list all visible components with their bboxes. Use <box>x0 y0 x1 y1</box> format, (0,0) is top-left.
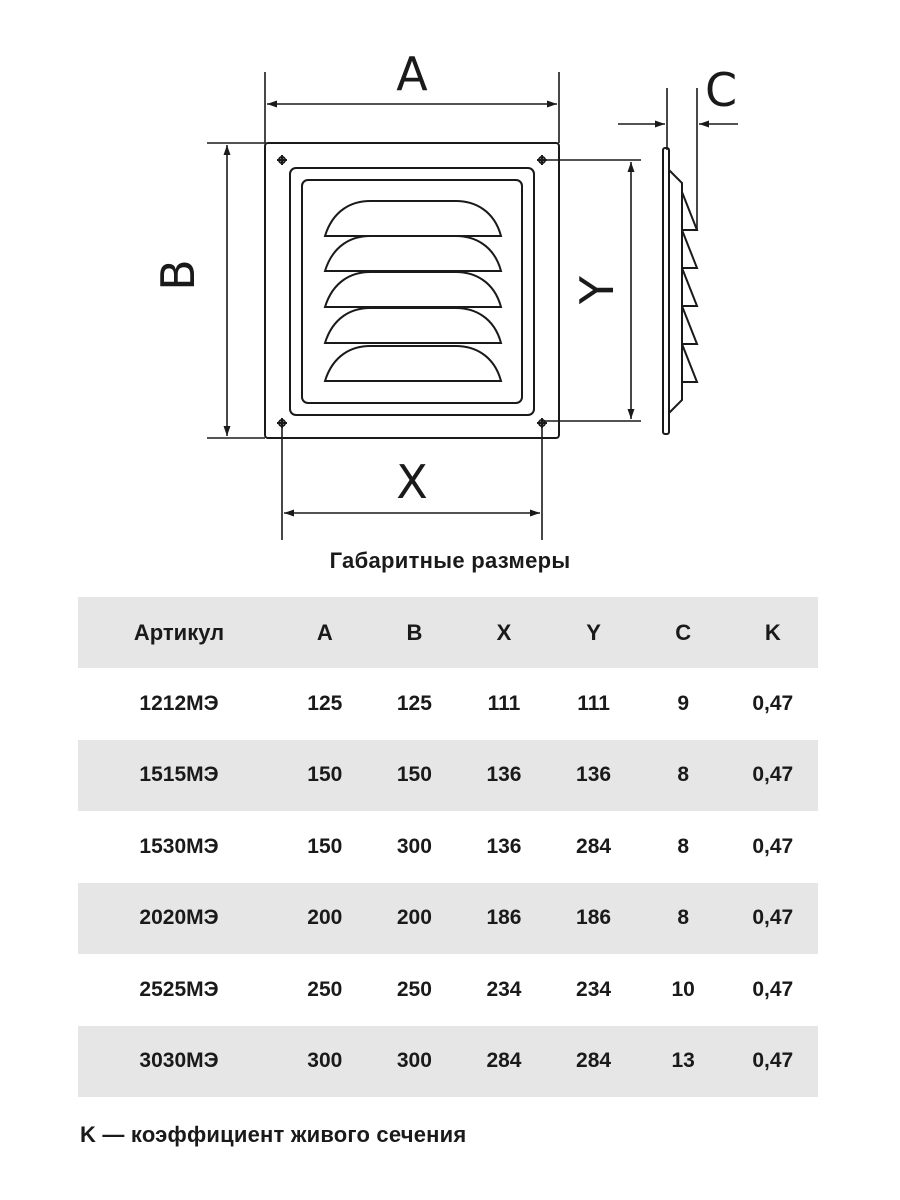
header-article: Артикул <box>133 619 225 645</box>
cell-y: 186 <box>576 906 612 930</box>
label-x: X <box>396 455 428 509</box>
cell-x: 186 <box>486 906 522 930</box>
cell-x: 111 <box>487 691 521 715</box>
cell-article: 2525МЭ <box>139 977 219 1001</box>
label-b: B <box>151 259 205 291</box>
louvers <box>325 201 501 381</box>
cell-k: 0,47 <box>752 906 794 930</box>
cell-k: 0,47 <box>752 977 794 1001</box>
cell-y: 136 <box>576 763 612 787</box>
cell-article: 1530МЭ <box>139 834 219 858</box>
dimensions-table <box>78 597 818 1097</box>
cell-a: 200 <box>307 906 343 930</box>
cell-c: 13 <box>671 1049 695 1073</box>
table-row <box>78 668 818 740</box>
cell-c: 8 <box>677 763 690 787</box>
dimensions-caption: Габаритные размеры <box>329 548 571 573</box>
label-a: A <box>396 47 428 101</box>
header-y: Y <box>586 619 601 645</box>
cell-y: 234 <box>576 977 612 1001</box>
table-row <box>78 811 818 883</box>
cell-k: 0,47 <box>752 691 794 715</box>
side-view <box>663 148 697 434</box>
cell-article: 1515МЭ <box>139 763 219 787</box>
cell-b: 200 <box>396 906 432 930</box>
k-footnote: K — коэффициент живого сечения <box>80 1122 467 1147</box>
cell-c: 8 <box>677 906 690 930</box>
front-view <box>265 143 559 438</box>
cell-y: 111 <box>577 691 610 715</box>
header-a: A <box>316 619 333 645</box>
cell-a: 300 <box>307 1049 343 1073</box>
cell-b: 300 <box>396 1049 432 1073</box>
cell-c: 10 <box>671 977 695 1001</box>
cell-a: 125 <box>307 691 343 715</box>
screw-holes <box>277 155 547 428</box>
header-k: K <box>764 619 781 645</box>
cell-x: 136 <box>486 763 522 787</box>
table-header-row <box>78 597 818 668</box>
technical-drawing <box>0 0 900 545</box>
cell-c: 8 <box>677 834 690 858</box>
cell-c: 9 <box>677 691 690 715</box>
cell-b: 300 <box>396 834 432 858</box>
cell-article: 3030МЭ <box>139 1049 219 1073</box>
cell-k: 0,47 <box>752 834 794 858</box>
cell-a: 150 <box>307 763 343 787</box>
label-c: C <box>704 63 738 117</box>
table-row <box>78 1026 818 1098</box>
cell-y: 284 <box>576 1049 612 1073</box>
header-c: C <box>675 619 692 645</box>
cell-a: 250 <box>307 977 343 1001</box>
cell-b: 250 <box>396 977 432 1001</box>
header-b: B <box>406 619 423 645</box>
cell-x: 136 <box>486 834 522 858</box>
label-y: Y <box>570 275 624 305</box>
grille-drawing-svg <box>0 0 900 545</box>
cell-k: 0,47 <box>752 1049 794 1073</box>
cell-article: 2020МЭ <box>139 906 219 930</box>
cell-b: 150 <box>396 763 432 787</box>
table-row <box>78 954 818 1026</box>
cell-a: 150 <box>307 834 343 858</box>
table-row <box>78 740 818 812</box>
cell-x: 234 <box>486 977 522 1001</box>
cell-article: 1212МЭ <box>139 691 219 715</box>
cell-k: 0,47 <box>752 763 794 787</box>
cell-b: 125 <box>396 691 432 715</box>
cell-x: 284 <box>486 1049 522 1073</box>
table-row <box>78 883 818 955</box>
header-x: X <box>496 619 512 645</box>
cell-y: 284 <box>576 834 612 858</box>
